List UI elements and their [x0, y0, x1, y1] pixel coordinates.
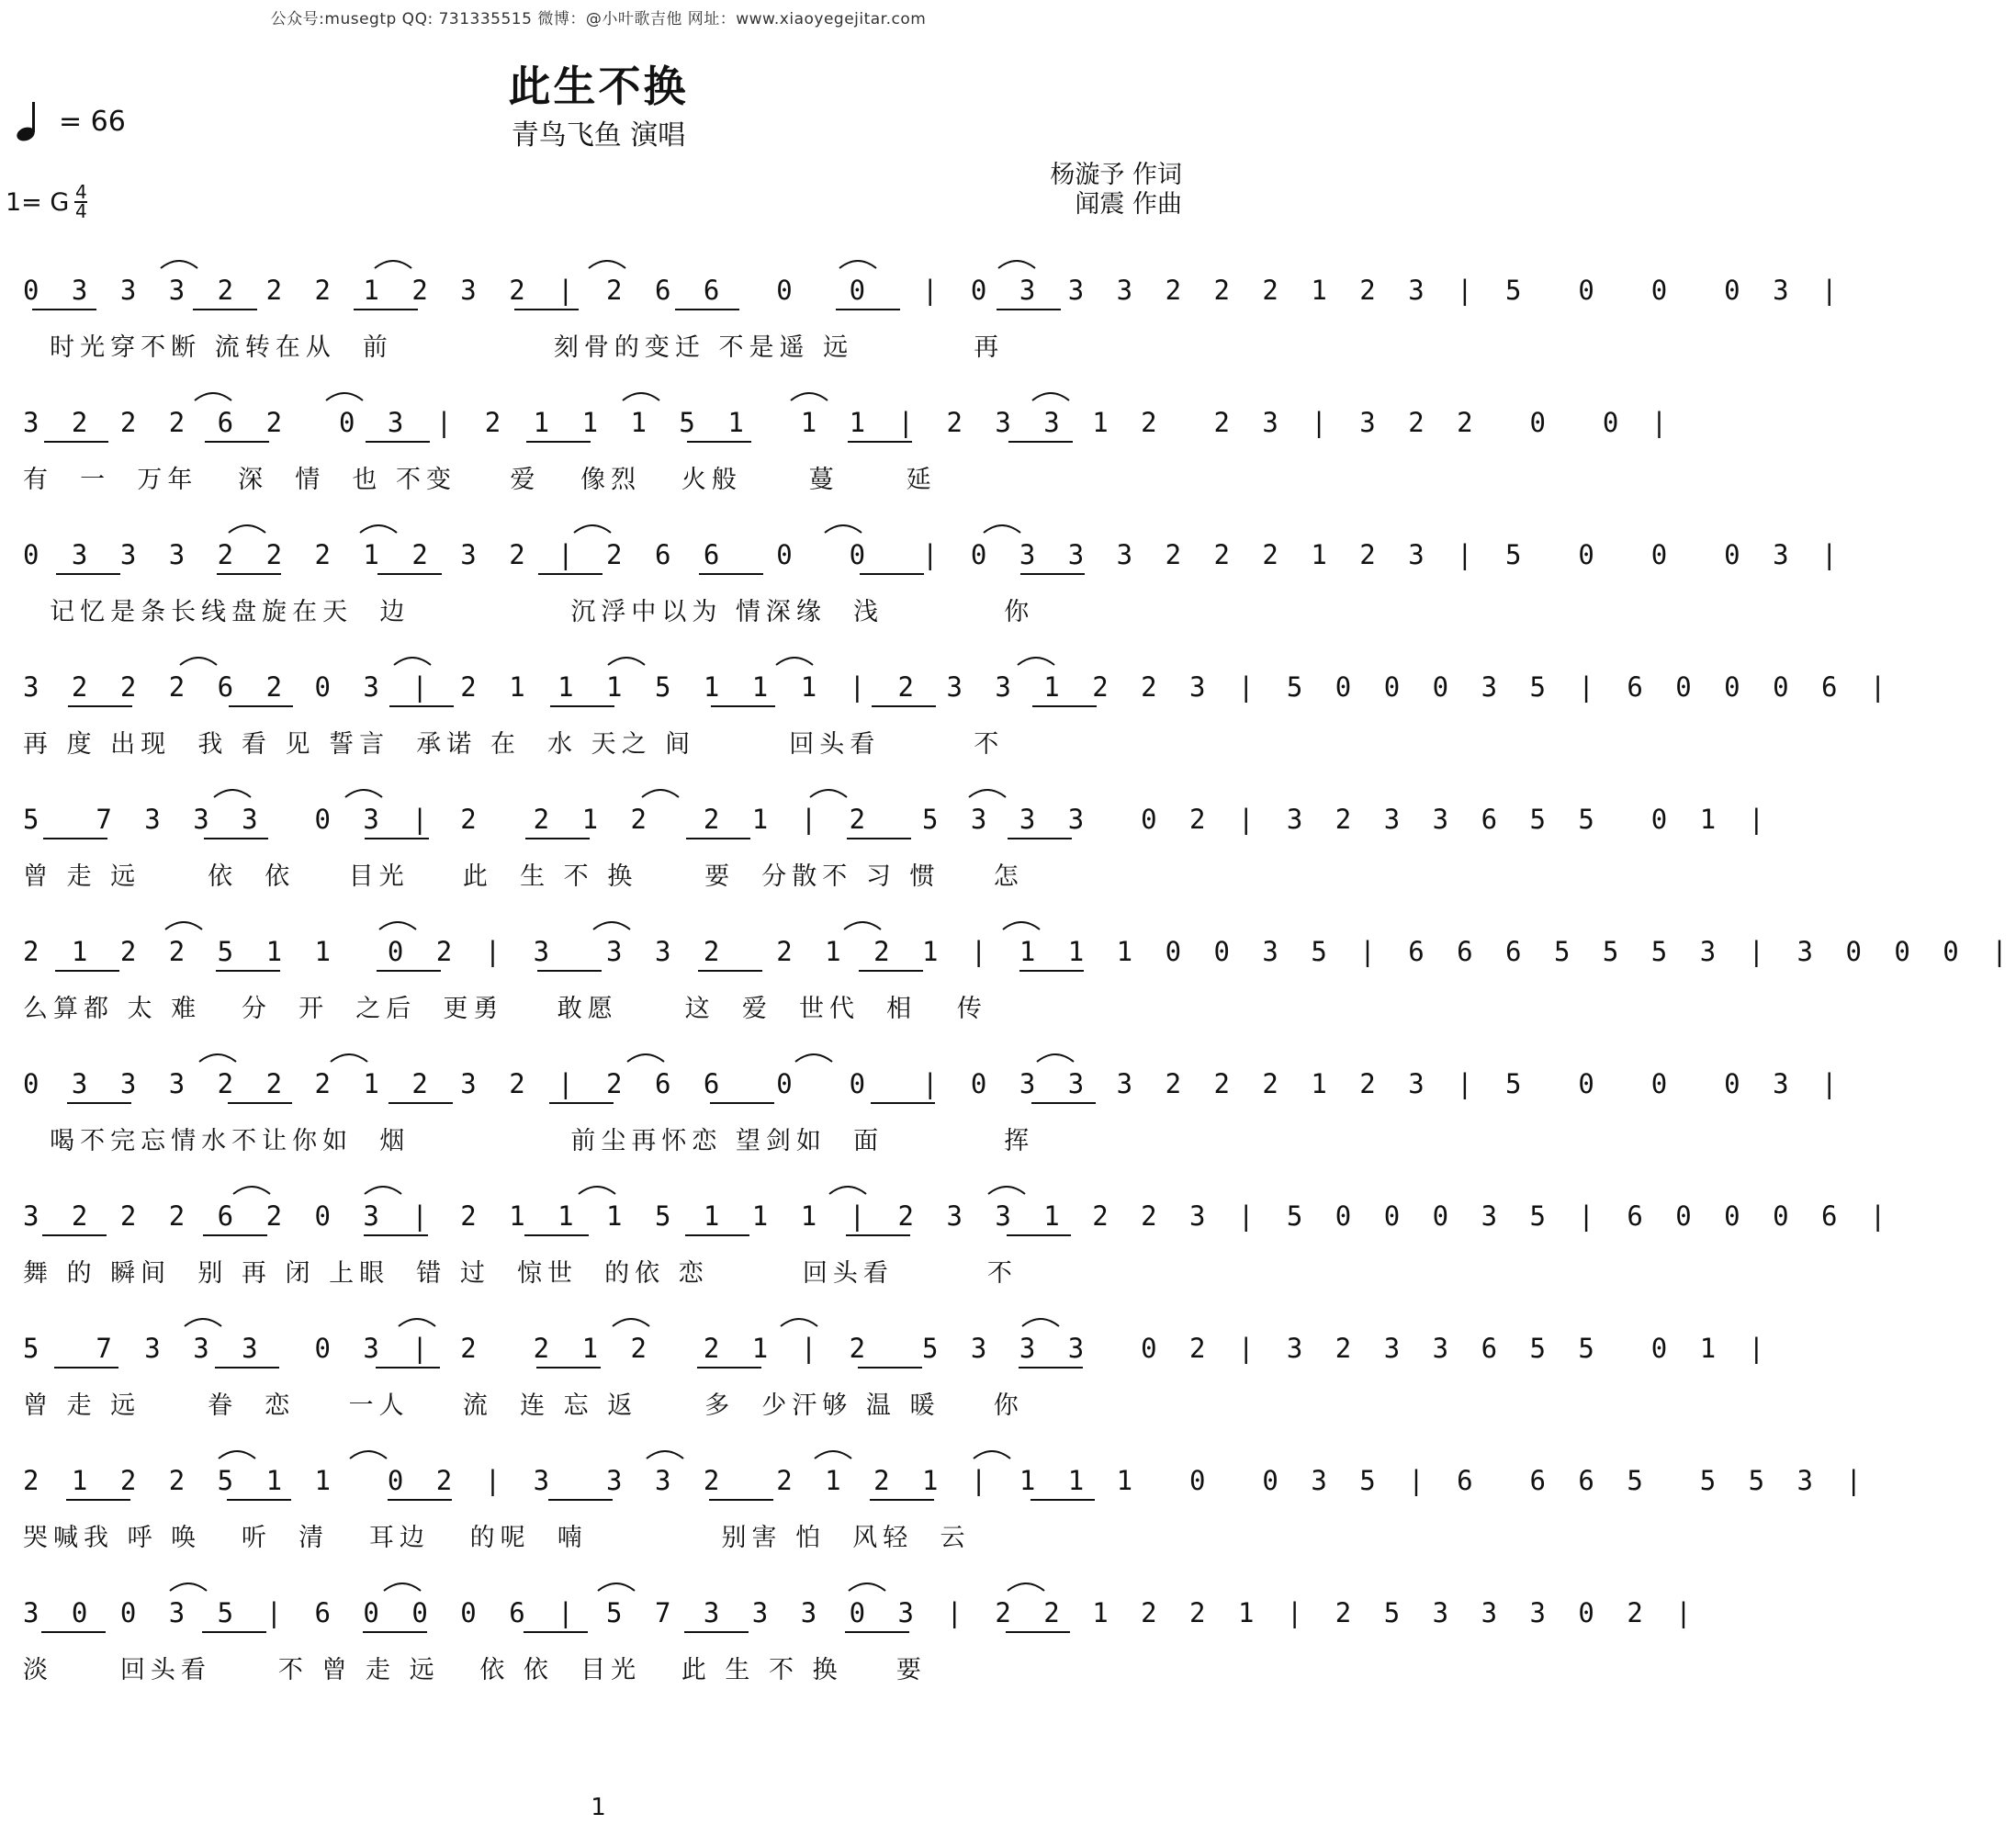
notes-line: 5 7 3 3 3 0 3 | 2 2 1 2 2 1 | 2 5 3 3 3 0 2 | 3 2 3 3 6 5 5 0 1 | — [23, 804, 1774, 835]
notes-line: 2 1 2 2 5 1 1 0 2 | 3 3 3 2 2 1 2 1 | 1 1 1 0 0 3 5 | 6 6 6 5 5 5 3 | 3 0 0 0 | — [23, 936, 2016, 967]
key-signature — [6, 181, 87, 222]
time-unit: 4 — [74, 200, 87, 222]
lyrics-line: 舞 的 瞬间 别 再 闭 上眼 错 过 惊世 的依 恋 回头看 不 — [23, 1259, 1018, 1288]
lyrics-line: 喝不完忘情水不让你如 烟 前尘再怀恋 望剑如 面 挥 — [23, 1127, 1035, 1155]
score-system — [23, 1578, 1700, 1710]
time-beats: 4 — [74, 181, 87, 203]
notes-line: 0 3 3 3 2 2 2 1 2 3 2 | 2 6 6 0 0 | 0 3 3 3 2 2 2 1 2 3 | 5 0 0 0 3 | — [23, 275, 1846, 306]
lyrics-line: 淡 回头看 不 曾 走 远 依 依 目光 此 生 不 换 要 — [23, 1656, 927, 1684]
score-system — [23, 1446, 1870, 1578]
key-label: 1= G — [6, 187, 70, 217]
lyrics-line: 曾 走 远 眷 恋 一人 流 连 忘 返 多 少汗够 温 暖 你 — [23, 1391, 1024, 1420]
notes-line: 5 7 3 3 3 0 3 | 2 2 1 2 2 1 | 2 5 3 3 3 0 2 | 3 2 3 3 6 5 5 0 1 | — [23, 1333, 1774, 1364]
score-system — [23, 388, 1676, 520]
score-system — [23, 652, 1895, 784]
tempo-marking — [13, 99, 126, 143]
lyrics-line: 时光穿不断 流转在从 前 刻骨的变迁 不是遥 远 再 — [23, 333, 1005, 362]
lyrics-line: 再 度 出现 我 看 见 誓言 承诺 在 水 天之 间 回头看 不 — [23, 730, 1005, 759]
quarter-note-icon — [13, 99, 50, 143]
score-system — [23, 784, 1774, 917]
score — [23, 255, 2016, 1710]
tempo-value: = 66 — [59, 105, 126, 138]
notes-line: 0 3 3 3 2 2 2 1 2 3 2 | 2 6 6 0 0 | 0 3 3 3 2 2 2 1 2 3 | 5 0 0 0 3 | — [23, 1068, 1846, 1099]
score-system — [23, 917, 2016, 1049]
notes-line: 3 0 0 3 5 | 6 0 0 0 6 | 5 7 3 3 3 0 3 | 2 2 1 2 2 1 | 2 5 3 3 3 0 2 | — [23, 1597, 1700, 1628]
lyricist-credit: 杨漩予 作词 — [1050, 161, 1182, 189]
page-number: 1 — [591, 1794, 606, 1821]
score-system — [23, 1313, 1774, 1446]
song-title: 此生不换 — [508, 62, 689, 111]
composer-credit: 闻震 作曲 — [1075, 190, 1182, 219]
header-bar: 公众号:musegtp QQ: 731335515 微博：@小叶歌吉他 网址：www.xiaoyegejitar.com — [270, 10, 927, 28]
song-subtitle: 青鸟飞鱼 演唱 — [511, 119, 686, 152]
lyrics-line: 哭喊我 呼 唤 听 清 耳边 的呢 喃 别害 怕 风轻 云 — [23, 1524, 971, 1552]
score-system — [23, 520, 1846, 652]
lyrics-line: 有 一 万年 深 情 也 不变 爱 像烈 火般 蔓 延 — [23, 466, 937, 494]
notes-line: 3 2 2 2 6 2 0 3 | 2 1 1 1 5 1 1 1 | 2 3 3 1 2 2 3 | 3 2 2 0 0 | — [23, 407, 1676, 438]
lyrics-line: 么算都 太 难 分 开 之后 更勇 敢愿 这 爱 世代 相 传 — [23, 995, 987, 1023]
score-system — [23, 255, 1846, 388]
notes-line: 3 2 2 2 6 2 0 3 | 2 1 1 1 5 1 1 1 | 2 3 3 1 2 2 3 | 5 0 0 0 3 5 | 6 0 0 0 6 | — [23, 671, 1895, 703]
credits — [1050, 161, 1182, 220]
notes-line: 2 1 2 2 5 1 1 0 2 | 3 3 3 2 2 1 2 1 | 1 1 1 0 0 3 5 | 6 6 6 5 5 5 3 | — [23, 1465, 1870, 1496]
notes-line: 0 3 3 3 2 2 2 1 2 3 2 | 2 6 6 0 0 | 0 3 3 3 2 2 2 1 2 3 | 5 0 0 0 3 | — [23, 539, 1846, 570]
notes-line: 3 2 2 2 6 2 0 3 | 2 1 1 1 5 1 1 1 | 2 3 3 1 2 2 3 | 5 0 0 0 3 5 | 6 0 0 0 6 | — [23, 1200, 1895, 1232]
score-system — [23, 1049, 1846, 1181]
score-system — [23, 1181, 1895, 1313]
time-signature — [74, 181, 87, 222]
lyrics-line: 曾 走 远 依 依 目光 此 生 不 换 要 分散不 习 惯 怎 — [23, 862, 1024, 891]
lyrics-line: 记忆是条长线盘旋在天 边 沉浮中以为 情深缘 浅 你 — [23, 598, 1035, 626]
